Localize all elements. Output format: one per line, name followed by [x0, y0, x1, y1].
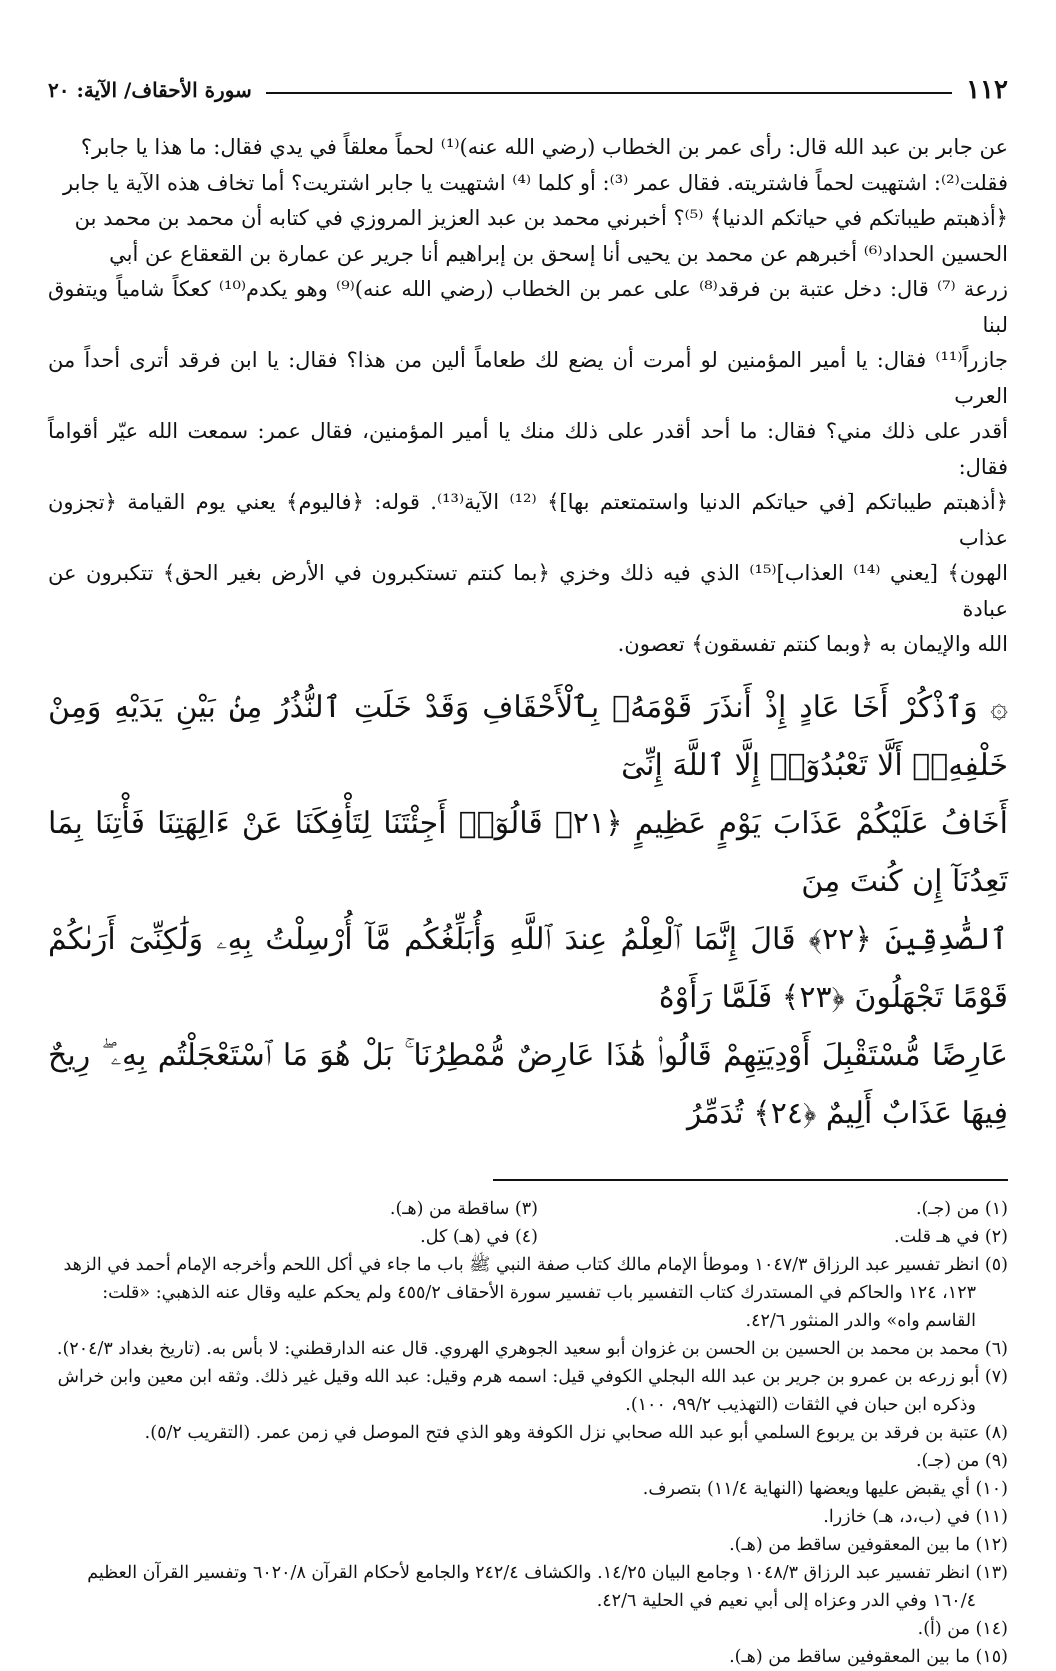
footnote-12: (١٢) ما بين المعقوفين ساقط من (هـ).	[729, 1534, 1008, 1555]
footnote-9: (٩) من (جـ).	[915, 1450, 1008, 1471]
commentary-line: ﴿أذهبتم طيباتكم في حياتكم الدنيا﴾ ⁽⁵⁾؟ أخبرني محمد بن عبد العزيز المروزي في كتابه أن محمد بن محمد بن	[74, 206, 1008, 230]
footnote-13: (١٣) انظر تفسير عبد الرزاق ١٠٤٨/٣ وجامع البيان ١٤/٢٥. والكشاف ٢٤٢/٤ والجامع لأحكام القرآن ٦٠٢٠/٨ وتفسير القرآن العظيم ١٦٠/٤ وفي الدر وعزاه إلى أبي نعيم في الحلية ٤٢/٦.	[87, 1562, 1008, 1611]
commentary-line: عن جابر بن عبد الله قال: رأى عمر بن الخطاب (رضي الله عنه)⁽¹⁾ لحماً معلقاً في يدي فقال: ما هذا يا جابر؟	[80, 135, 1008, 159]
commentary-text	[48, 130, 1008, 663]
commentary-line: الله والإيمان به ﴿وبما كنتم تفسقون﴾ تعصون.	[617, 632, 1008, 656]
verse-line: عَارِضًا مُّسْتَقْبِلَ أَوْدِيَتِهِمْ قَالُوا۟ هَٰذَا عَارِضٌ مُّمْطِرُنَا ۚ بَلْ هُوَ مَا ٱسْتَعْجَلْتُم بِهِۦ ۖ رِيحٌ فِيهَا عَذَابٌ أَلِيمٌ ﴿٢٤﴾ تُدَمِّرُ	[48, 1037, 1008, 1131]
commentary-line: فقلت⁽²⁾: اشتهيت لحماً فاشتريته. فقال عمر ⁽³⁾: أو كلما ⁽⁴⁾ اشتهيت يا جابر اشتريت؟ أما تخاف هذه الآية يا جابر	[62, 170, 1008, 195]
quran-verses	[48, 679, 1008, 1143]
verse-line: ۞ وَٱذْكُرْ أَخَا عَادٍ إِذْ أَنذَرَ قَوْمَهُۥ بِٱلْأَحْقَافِ وَقَدْ خَلَتِ ٱلنُّذُرُ مِنۢ بَيْنِ يَدَيْهِ وَمِنْ خَلْفِهِۦٓ أَلَّا تَعْبُدُوٓا۟ إِلَّا ٱللَّهَ إِنِّىٓ	[48, 689, 1008, 783]
footnote-11: (١١) في (ب،د، هـ) خازرا.	[823, 1506, 1008, 1527]
commentary-line: أقدر على ذلك مني؟ فقال: ما أحد أقدر على ذلك منك يا أمير المؤمنين، فقال عمر: سمعت الله عيّر أقواماً فقال:	[48, 419, 1008, 479]
footnote-5: (٥) انظر تفسير عبد الرزاق ١٠٤٧/٣ وموطأ الإمام مالك كتاب صفة النبي ﷺ باب ما جاء في أكل اللحم وأخرجه الإمام أحمد في الزهد ١٢٣، ١٢٤ والحاكم في المستدرك كتاب التفسير باب تفسير سورة الأحقاف ٤٥٥/٢ ولم يحكم عليه وقال عنه الذهبي: «قلت: القاسم واه» والدر المنثور ٤٢/٦.	[63, 1254, 1008, 1331]
footnote-2: (٢) في هـ قلت.	[894, 1226, 1008, 1247]
footnote-10: (١٠) أي يقبض عليها ويعضها (النهاية ١١/٤) بتصرف.	[642, 1478, 1008, 1499]
header-rule	[266, 92, 952, 94]
verse-line: أَخَافُ عَلَيْكُمْ عَذَابَ يَوْمٍ عَظِيمٍ ﴿٢١﴾ قَالُوٓا۟ أَجِئْتَنَا لِتَأْفِكَنَا عَنْ ءَالِهَتِنَا فَأْتِنَا بِمَا تَعِدُنَآ إِن كُنتَ مِنَ	[48, 805, 1008, 899]
footnote-rule	[493, 1179, 1008, 1181]
footnote-row	[48, 1195, 1008, 1223]
verse-line: ٱلصَّٰدِقِينَ ﴿٢٢﴾ قَالَ إِنَّمَا ٱلْعِلْمُ عِندَ ٱللَّهِ وَأُبَلِّغُكُم مَّآ أُرْسِلْتُ بِهِۦ وَلَٰكِنِّىٓ أَرَىٰكُمْ قَوْمًا تَجْهَلُونَ ﴿٢٣﴾ فَلَمَّا رَأَوْهُ	[48, 921, 1008, 1015]
footnote-3: (٣) ساقطة من (هـ).	[389, 1198, 538, 1219]
commentary-line: زرعة ⁽⁷⁾ قال: دخل عتبة بن فرقد⁽⁸⁾ على عمر بن الخطاب (رضي الله عنه)⁽⁹⁾ وهو يكدم⁽¹⁰⁾ كعكاً شامياً ويتفوق لبنا	[48, 277, 1009, 337]
page-number: ١١٢	[966, 75, 1008, 105]
footnote-14: (١٤) من (أ).	[917, 1618, 1008, 1639]
footnote-7: (٧) أبو زرعه بن عمرو بن جرير بن عبد الله البجلي الكوفي قيل: اسمه هرم وقيل: عبد الله وقيل غير ذلك. وثقه ابن معين وابن خراش وذكره ابن حبان في الثقات (التهذيب ٩٩/٢، ١٠٠).	[57, 1366, 1008, 1415]
surah-title: سورة الأحقاف/ الآية: ٢٠	[48, 78, 252, 102]
commentary-line: الحسين الحداد⁽⁶⁾ أخبرهم عن محمد بن يحيى أنا إسحق بن إبراهيم أنا جرير عن عمارة بن القعقاع عن أبي	[109, 241, 1008, 266]
footnotes	[48, 1195, 1008, 1671]
footnote-4: (٤) في (هـ) كل.	[420, 1226, 538, 1247]
page-header	[48, 70, 1008, 110]
footnote-8: (٨) عتبة بن فرقد بن يربوع السلمي أبو عبد الله صحابي نزل الكوفة وهو الذي فتح الموصل في زمن عمر. (التقريب ٥/٢).	[144, 1422, 1008, 1443]
footnote-15: (١٥) ما بين المعقوفين ساقط من (هـ).	[729, 1646, 1008, 1667]
commentary-line: ﴿أذهبتم طيباتكم [في حياتكم الدنيا واستمتعتم بها]﴾ ⁽¹²⁾ الآية⁽¹³⁾. قوله: ﴿فاليوم﴾ يعني يوم القيامة ﴿تجزون عذاب	[48, 490, 1009, 550]
footnote-1: (١) من (جـ).	[915, 1198, 1008, 1219]
commentary-line: جازراً⁽¹¹⁾ فقال: يا أمير المؤمنين لو أمرت أن يضع لك طعاماً ألين من هذا؟ فقال: يا ابن فرقد أترى أحداً من العرب	[48, 348, 1008, 408]
commentary-line: الهون﴾ [يعني ⁽¹⁴⁾ العذاب]⁽¹⁵⁾ الذي فيه ذلك وخزي ﴿بما كنتم تستكبرون في الأرض بغير الحق﴾ تتكبرون عن عبادة	[48, 561, 1008, 621]
footnote-6: (٦) محمد بن محمد بن الحسين بن الحسن بن غزوان أبو سعيد الجوهري الهروي. قال عنه الدارقطني: لا بأس به. (تاريخ بغداد ٢٠٤/٣).	[56, 1338, 1008, 1359]
footnote-row	[48, 1223, 1008, 1251]
